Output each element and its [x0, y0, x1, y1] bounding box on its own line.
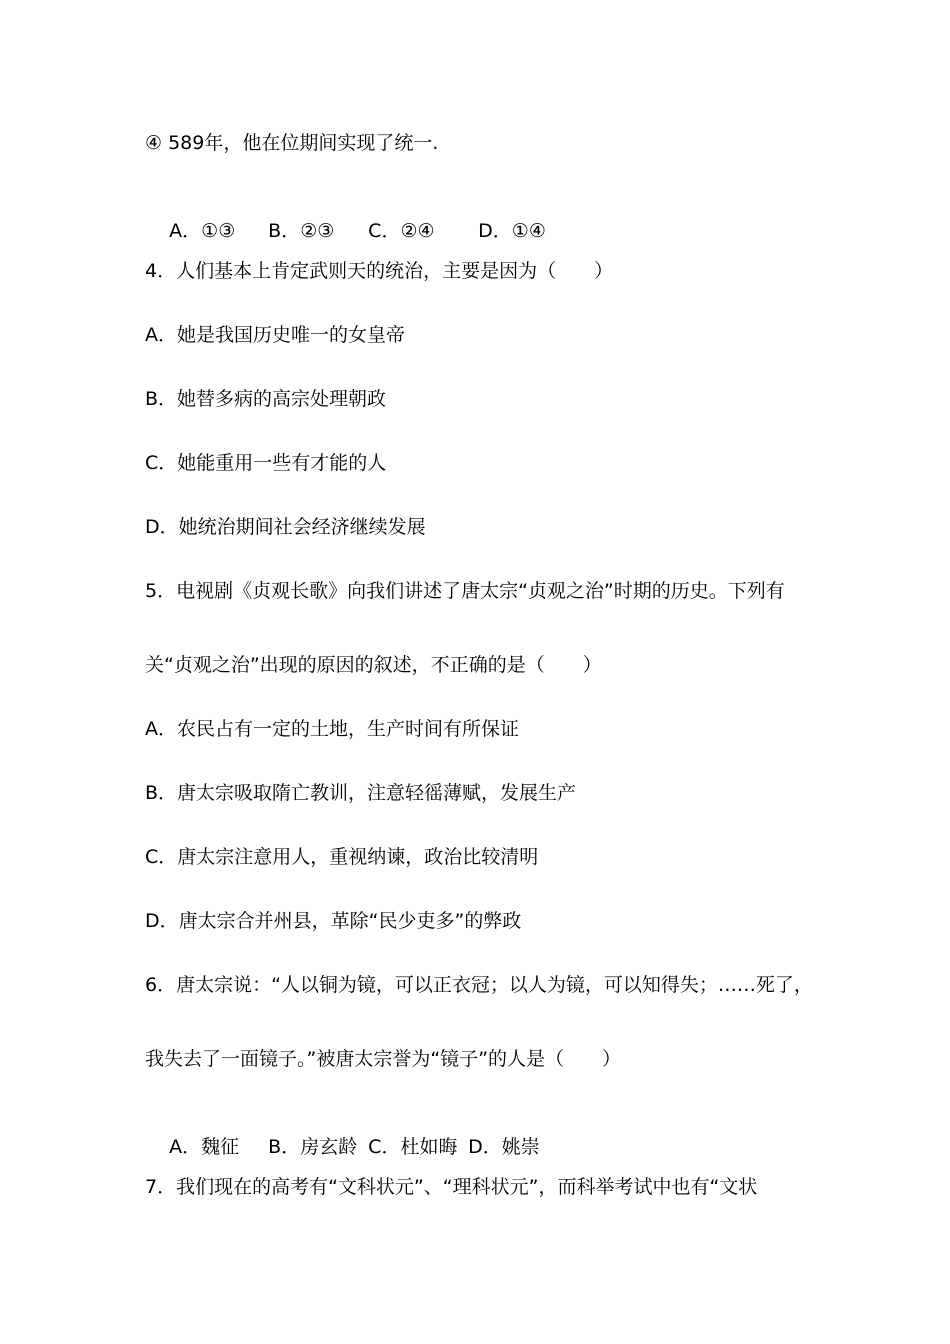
question-7-line-1: 7．我们现在的高考有“文科状元”、“理科状元”，而科举考试中也有“文状	[145, 1176, 758, 1198]
answer-options-q3	[145, 195, 546, 267]
q4-option-d: D．她统治期间社会经济继续发展	[145, 516, 426, 538]
text-line-option-4-sui-unification: ④ 589年，他在位期间实现了统一.	[145, 132, 439, 154]
option-d: D．①④	[478, 220, 546, 242]
q5-option-b: B．唐太宗吸取隋亡教训，注意轻徭薄赋，发展生产	[145, 782, 577, 804]
question-6-line-1: 6．唐太宗说：“人以铜为镜，可以正衣冠；以人为镜，可以知得失；……死了，	[145, 974, 813, 996]
answer-options-q6	[145, 1111, 540, 1183]
option-c: C．②④	[368, 220, 435, 242]
option-b: B．②③	[268, 220, 335, 242]
option-a: A．①③	[169, 220, 236, 242]
q6-option-d: D．姚崇	[468, 1136, 540, 1158]
question-6-line-2: 我失去了一面镜子。”被唐太宗誉为“镜子”的人是（ ）	[145, 1048, 622, 1070]
question-4: 4．人们基本上肯定武则天的统治，主要是因为（ ）	[145, 260, 614, 282]
q5-option-c: C．唐太宗注意用人，重视纳谏，政治比较清明	[145, 846, 539, 868]
question-5-line-1: 5．电视剧《贞观长歌》向我们讲述了唐太宗“贞观之治”时期的历史。下列有	[145, 580, 785, 602]
question-5-line-2: 关“贞观之治”出现的原因的叙述，不正确的是（ ）	[145, 654, 602, 676]
q6-option-b: B．房玄龄	[268, 1136, 358, 1158]
q4-option-c: C．她能重用一些有才能的人	[145, 452, 387, 474]
q5-option-a: A．农民占有一定的土地，生产时间有所保证	[145, 718, 519, 740]
q4-option-b: B．她替多病的高宗处理朝政	[145, 388, 387, 410]
q4-option-a: A．她是我国历史唯一的女皇帝	[145, 324, 405, 346]
q6-option-c: C．杜如晦	[368, 1136, 458, 1158]
q6-option-a: A．魏征	[169, 1136, 240, 1158]
q5-option-d: D．唐太宗合并州县，革除“民少吏多”的弊政	[145, 910, 522, 932]
